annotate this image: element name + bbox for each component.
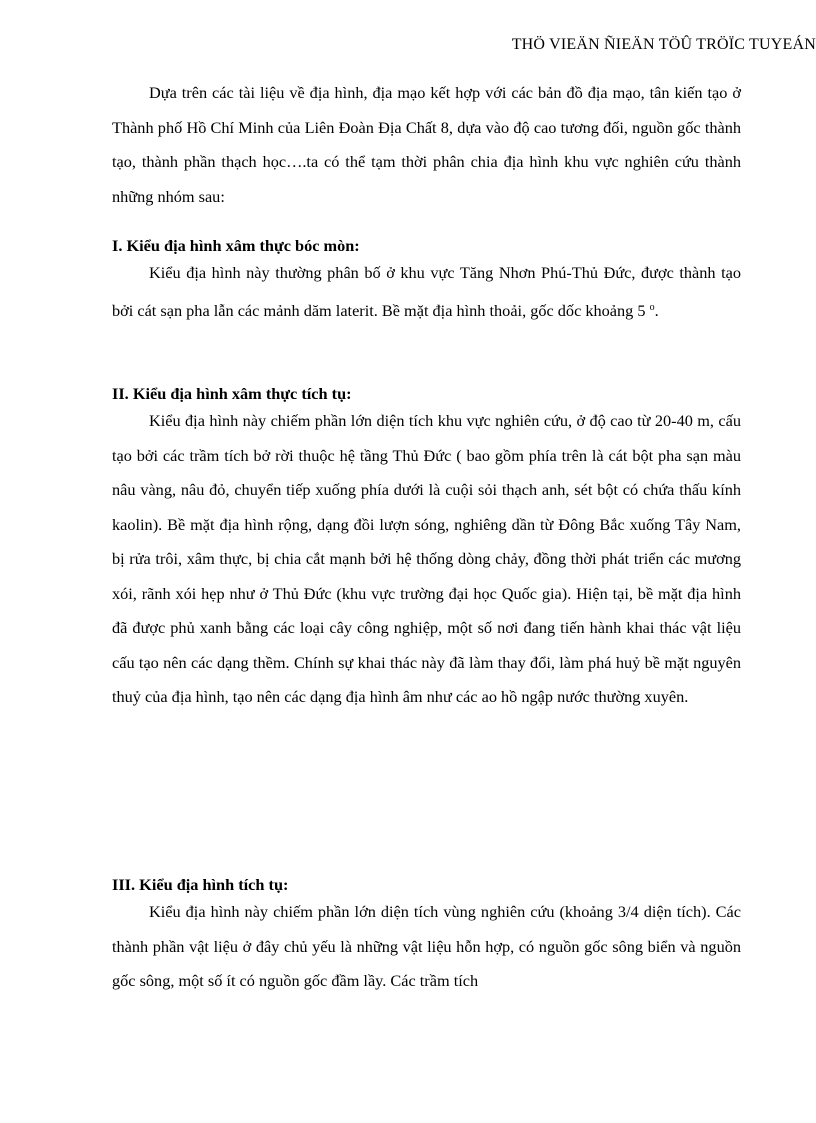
page-header: THÖ VIEÄN ÑIEÄN TÖÛ TRÖÏC TUYEÁN xyxy=(511,36,816,53)
section-1-end: . xyxy=(654,300,659,320)
section-3-heading: III. Kiểu địa hình tích tụ: xyxy=(112,875,289,894)
section-2-heading: II. Kiểu địa hình xâm thực tích tụ: xyxy=(112,384,352,403)
section-2-paragraph: Kiểu địa hình này chiếm phần lớn diện tích khu vực nghiên cứu, ở độ cao từ 20-40 m, cấu tạo bởi các trầm tích bở rời thuộc hệ tầng Thủ Đức ( bao gồm phía trên là cát bột pha sạn màu nâu vàng, nâu đỏ, chuyển tiếp xuống phía dưới là cuội sỏi thạch anh, sét bột có chứa thấu kính kaolin). Bề mặt địa hình rộng, dạng đồi lượn sóng, nghiêng dần từ Đông Bắc xuống Tây Nam, bị rửa trôi, xâm thực, bị chia cắt mạnh bởi hệ thống dòng chảy, đồng thời phát triển các mương xói, rãnh xói hẹp như ở Thủ Đức (khu vực trường đại học Quốc gia). Hiện tại, bề mặt địa hình đã được phủ xanh bằng các loại cây công nghiệp, một số nơi đang tiến hành khai thác vật liệu cấu tạo nên các dạng thềm. Chính sự khai thác này đã làm thay đổi, làm phá huỷ bề mặt nguyên thuỷ của địa hình, tạo nên các dạng địa hình âm như các ao hồ ngập nước thường xuyên. xyxy=(112,411,741,706)
section-1-paragraph xyxy=(112,256,741,328)
degree-symbol: o xyxy=(649,301,655,313)
section-1-body-text: Kiểu địa hình này thường phân bố ở khu vực Tăng Nhơn Phú-Thủ Đức, được thành tạo bởi cát sạn pha lẫn các mảnh dăm laterit. Bề mặt địa hình thoải, gốc dốc khoảng 5 xyxy=(112,263,741,320)
section-1-heading: I. Kiểu địa hình xâm thực bóc mòn: xyxy=(112,236,360,255)
section-3-paragraph: Kiểu địa hình này chiếm phần lớn diện tích vùng nghiên cứu (khoảng 3/4 diện tích). Các thành phần vật liệu ở đây chủ yếu là những vật liệu hỗn hợp, có nguồn gốc sông biển và nguồn gốc sông, một số ít có nguồn gốc đầm lầy. Các trầm tích xyxy=(112,902,741,990)
intro-paragraph: Dựa trên các tài liệu về địa hình, địa mạo kết hợp với các bản đồ địa mạo, tân kiến tạo ở Thành phố Hồ Chí Minh của Liên Đoàn Địa Chất 8, dựa vào độ cao tương đối, nguồn gốc thành tạo, thành phần thạch học….ta có thể tạm thời phân chia địa hình khu vực nghiên cứu thành những nhóm sau: xyxy=(112,83,741,206)
